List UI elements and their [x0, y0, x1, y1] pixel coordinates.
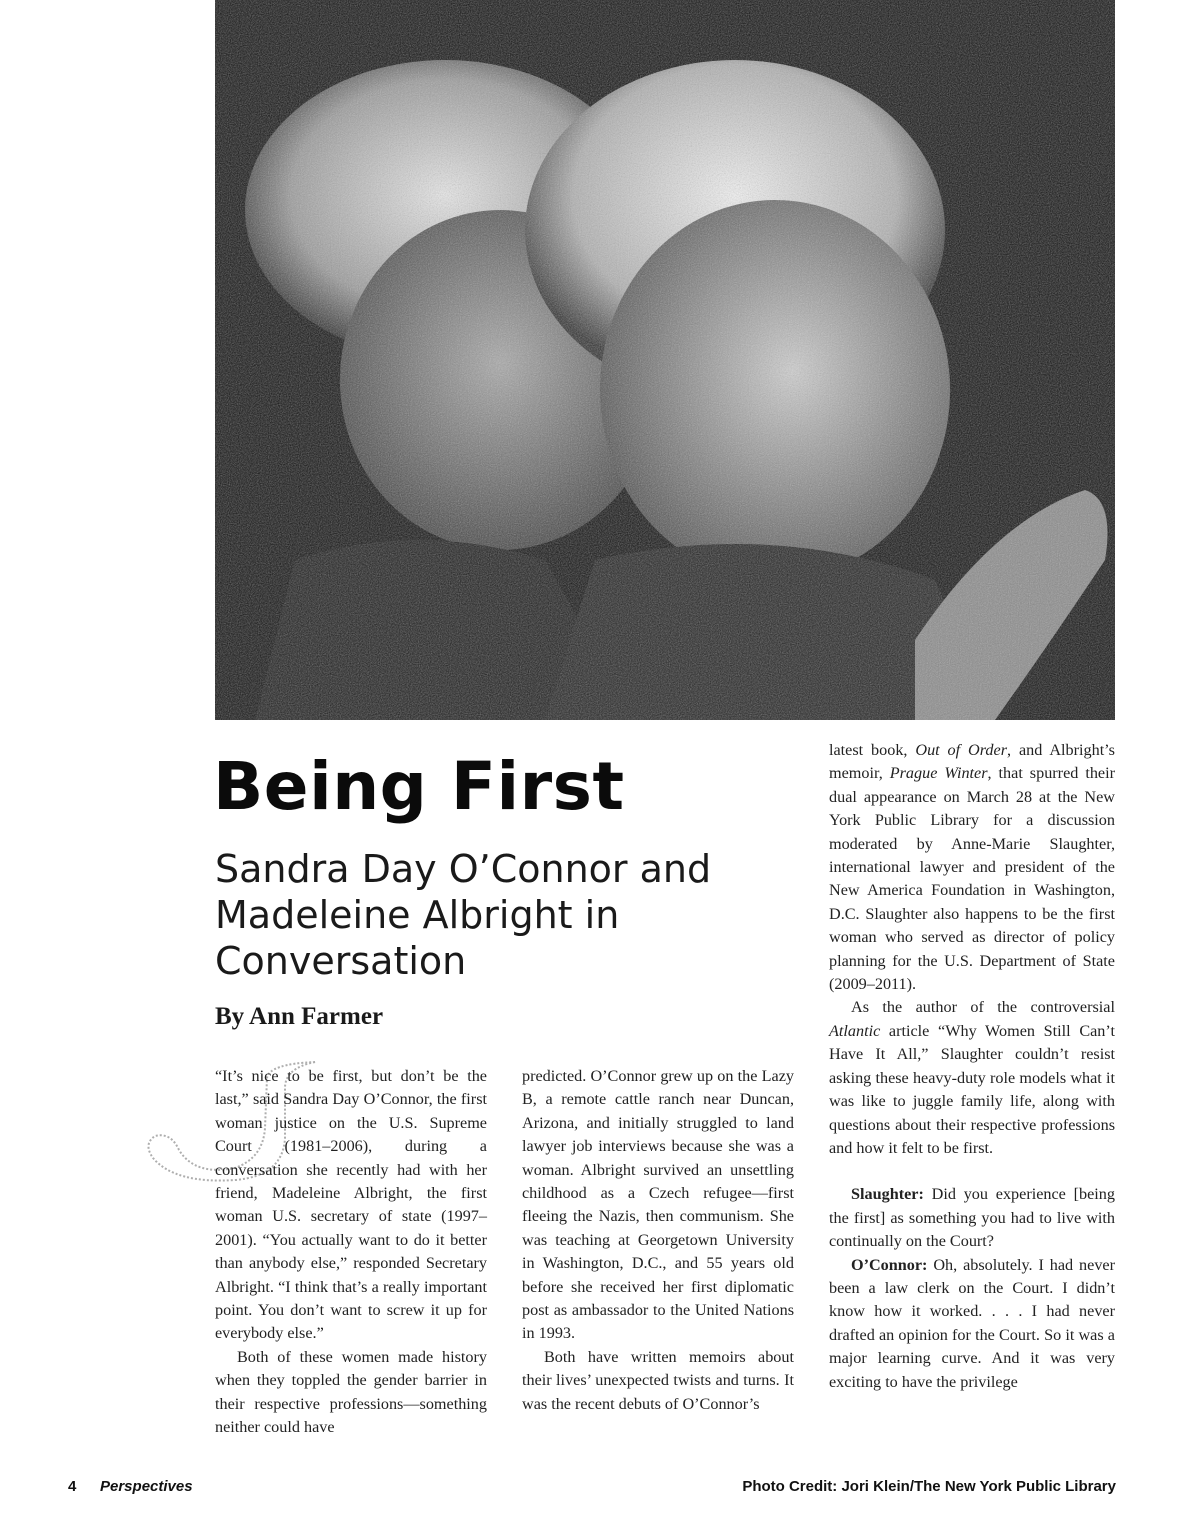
text-span: , and Albright’s memoir,	[829, 741, 1115, 783]
speaker-label: Slaughter:	[851, 1185, 924, 1204]
paragraph: Both of these women made history when they toppled the gender barrier in their respective professions—something neither could have	[215, 1347, 487, 1437]
speaker-label: O’Connor:	[851, 1255, 928, 1274]
portrait-image	[215, 0, 1115, 720]
magazine-name: Perspectives	[100, 1478, 193, 1495]
qa-paragraph	[829, 1254, 1115, 1394]
article-column-1	[215, 1065, 487, 1440]
paragraph: Both have written memoirs about their lives’ unexpected twists and turns. It was the recent debuts of O’Connor’s	[522, 1347, 794, 1413]
paragraph: “It’s nice to be first, but don’t be the last,” said Sandra Day O’Connor, the first woman justice on the U.S. Supreme Court (1981–2006), during a conversation she recently had with her friend, Madeleine Albright, the first woman U.S. secretary of state (1997–2001). “You actually want to do it better than anybody else,” responded Secretary Albright. “I think that’s a really important point. You don’t want to screw it up for everybody else.”	[215, 1067, 487, 1343]
book-title: Prague Winter	[889, 764, 988, 783]
qa-text: Oh, absolutely. I had never been a law clerk on the Court. I didn’t know how it worked. . . . I had never drafted an opinion for the Court. So it was a major learning curve. And it was very exciting to have the privilege	[829, 1255, 1115, 1391]
magazine-title: Atlantic	[829, 1021, 881, 1040]
paragraph	[829, 739, 1115, 996]
text-span: article “Why Women Still Can’t Have It All,” Slaughter couldn’t resist asking these heavy-duty role models what it was like to juggle family life, along with questions about their respective professions and how it felt to be first.	[829, 1021, 1115, 1157]
article-byline: By Ann Farmer	[215, 1003, 384, 1030]
text-span: latest book,	[829, 741, 916, 759]
text-span: , that spurred their dual appearance on March 28 at the New York Public Library for a discussion moderated by Anne-Marie Slaughter, international lawyer and president of the New America Foundation in Washington, D.C. Slaughter also happens to be the first woman who served as director of policy planning for the U.S. Department of State (2009–2011).	[829, 764, 1115, 994]
article-column-2	[522, 1065, 794, 1416]
book-title: Out of Order	[915, 741, 1008, 759]
article-subtitle: Sandra Day O’Connor and Madeleine Albright in Conversation	[215, 847, 712, 983]
page-number: 4	[68, 1478, 77, 1495]
paragraph	[829, 996, 1115, 1160]
article-title: Being First	[213, 748, 625, 825]
article-column-3	[829, 739, 1115, 1394]
qa-paragraph	[829, 1183, 1115, 1253]
qa-text: Did you experience [being the first] as something you had to live with continually on the Court?	[829, 1185, 1115, 1251]
text-span: As the author of the controversial	[851, 998, 1115, 1017]
paragraph: predicted. O’Connor grew up on the Lazy B, a remote cattle ranch near Duncan, Arizona, and initially struggled to land lawyer job interviews because she was a woman. Albright survived an unsettling childhood as a Czech refugee—first fleeing the Nazis, then communism. She was teaching at Georgetown University in Washington, D.C., and 55 years old before she received her first diplomatic post as ambassador to the United Nations in 1993.	[522, 1067, 794, 1343]
photo-credit: Photo Credit: Jori Klein/The New York Public Library	[742, 1478, 1116, 1495]
hero-photo	[215, 0, 1115, 720]
